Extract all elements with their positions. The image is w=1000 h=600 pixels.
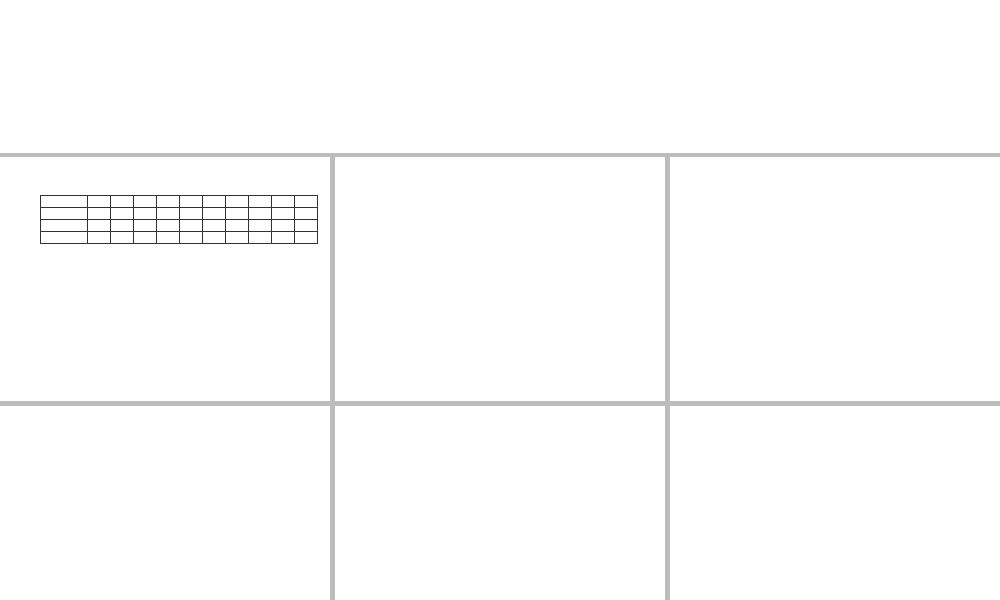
option [10,455,320,470]
question-text [10,263,320,278]
answer-grid-cell [249,196,272,208]
option [345,470,655,485]
answer-grid-cell [249,232,272,244]
answer-grid-cell [180,220,203,232]
answer-grid-cell [88,208,111,220]
slide-5[interactable] [335,406,665,600]
answer-grid-cell [134,232,157,244]
answer-grid-cell [157,232,180,244]
answer-grid [40,195,318,244]
question-text [680,240,990,255]
answer-grid-cell [180,232,203,244]
option [680,455,835,470]
answer-grid-cell [226,232,249,244]
option [500,255,655,270]
answer-grid-cell [157,208,180,220]
question-text [345,191,655,206]
answer-grid-cell [249,220,272,232]
option [10,485,320,500]
answer-grid-cell [295,220,318,232]
question-text [345,161,655,176]
slide-4[interactable] [0,406,330,600]
question-text [680,176,990,191]
answer-grid-cell [295,232,318,244]
option [345,485,655,500]
question-text [345,425,655,440]
answer-grid-cell [134,196,157,208]
answer-grid-row [41,196,318,208]
answer-grid-cell [226,208,249,220]
answer-grid-cell [134,208,157,220]
question-items [680,255,990,270]
answer-grid-cell [88,220,111,232]
option [345,255,500,270]
answer-grid-cell [134,220,157,232]
question-text [680,191,990,206]
option-row [345,270,655,285]
answer-grid-cell [203,196,226,208]
answer-grid-cell [157,220,180,232]
answer-grid-cell [272,232,295,244]
answer-grid-cell [203,220,226,232]
answer-grid-cell [88,232,111,244]
answer-grid-cell [295,208,318,220]
question-text [10,425,320,440]
option [835,440,990,455]
option [10,500,320,515]
option-row [10,278,320,293]
answer-grid-row-label [41,196,88,208]
option-row [680,270,990,285]
question-text [680,489,990,504]
option [500,270,655,285]
option [835,206,990,221]
question-text [10,440,320,455]
answer-grid-cell [180,208,203,220]
answer-grid-cell [157,196,180,208]
option [680,270,835,285]
answer-grid-cell [111,232,134,244]
question-text [345,410,655,425]
answer-grid-cell [111,196,134,208]
answer-grid-cell [226,220,249,232]
option-row [680,504,990,519]
question-text [680,474,990,489]
answer-grid-row-label [41,208,88,220]
answer-grid-cell [111,220,134,232]
slide-6[interactable] [670,406,1000,600]
slide-3[interactable] [670,157,1000,401]
option-row [680,440,990,455]
question-text [680,161,990,176]
answer-grid-cell [295,196,318,208]
option [10,470,320,485]
option [345,440,655,455]
question-text [345,519,655,534]
option [345,270,500,285]
option [10,278,165,293]
answer-grid-cell [272,196,295,208]
option-row [345,221,655,236]
answer-grid-cell [180,196,203,208]
question-text [345,240,655,255]
answer-grid-cell [203,232,226,244]
answer-grid-row-label [41,220,88,232]
section-heading [10,161,320,176]
option-row [345,255,655,270]
answer-grid-row-label [41,232,88,244]
answer-grid-cell [249,208,272,220]
answer-grid-cell [203,208,226,220]
question-text [10,410,320,425]
option-row [680,206,990,221]
question-text [680,410,990,425]
answer-grid-cell [272,208,295,220]
option [345,455,655,470]
option-row [680,455,990,470]
question-items [345,206,655,221]
question-text [680,425,990,440]
question-text [680,225,990,240]
answer-grid-cell [226,196,249,208]
option [345,500,655,515]
option [835,455,990,470]
answer-grid-cell [88,196,111,208]
option [165,278,320,293]
answer-grid-cell [272,220,295,232]
slide-1[interactable] [0,157,330,401]
slide-2[interactable] [335,157,665,401]
section-instructions [10,176,320,191]
question-text [345,176,655,191]
question-text [10,248,320,263]
answer-grid-row [41,232,318,244]
option [10,293,320,308]
option [680,440,835,455]
option [835,270,990,285]
answer-grid-cell [111,208,134,220]
question-text [345,534,655,549]
blank-top-area [0,0,1000,153]
option [680,206,835,221]
answer-grid-row [41,220,318,232]
answer-grid-row [41,208,318,220]
